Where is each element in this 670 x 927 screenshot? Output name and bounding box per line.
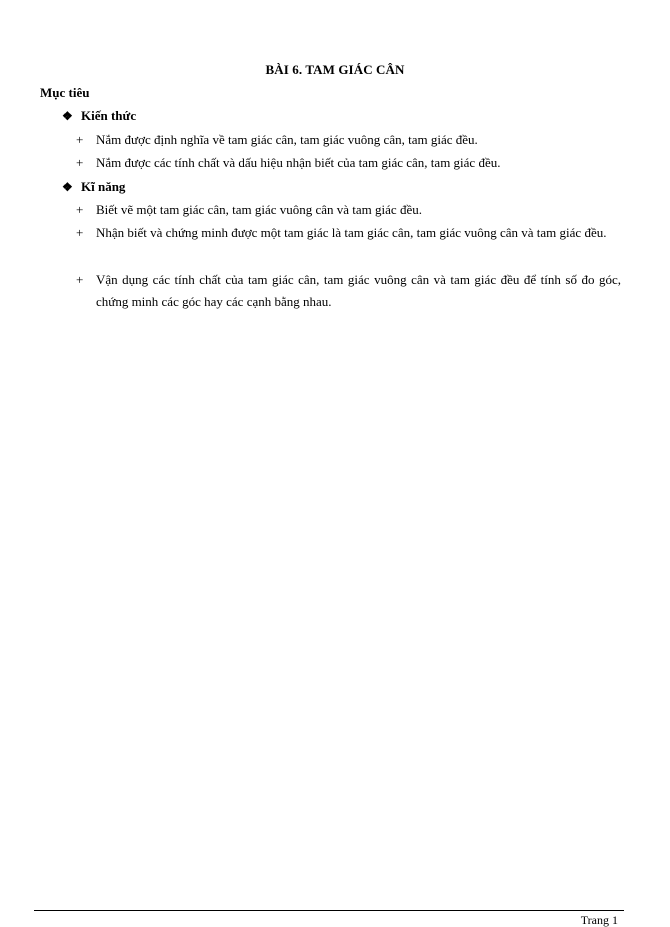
footer-divider (34, 910, 624, 911)
section-heading-label: Kiến thức (81, 108, 137, 123)
list-item-text: Nhận biết và chứng minh được một tam giác là tam giác cân, tam giác vuông cân và tam giác đều. (96, 225, 607, 240)
page-number: Trang 1 (580, 913, 618, 927)
section-heading-knowledge (62, 108, 136, 124)
list-item-text: Biết vẽ một tam giác cân, tam giác vuông cân và tam giác đều. (96, 202, 422, 217)
list-item-text: Nắm được định nghĩa về tam giác cân, tam giác vuông cân, tam giác đều. (96, 132, 478, 147)
diamond-bullet-icon: ❖ (62, 108, 73, 123)
section-heading-skills (62, 179, 125, 195)
plus-marker: + (76, 272, 84, 287)
list-item-text: Vận dụng các tính chất của tam giác cân, tam giác vuông cân và tam giác đều để tính số đo góc, chứng minh các góc hay các cạnh bằng nhau. (96, 272, 621, 309)
list-item-text: Nắm được các tính chất và dấu hiệu nhận biết của tam giác cân, tam giác đều. (96, 155, 501, 170)
page-title: BÀI 6. TAM GIÁC CÂN (265, 62, 405, 77)
list-item (76, 199, 621, 221)
section-heading-label: Kĩ năng (81, 179, 126, 194)
objectives-heading: Mục tiêu (40, 85, 90, 100)
plus-marker: + (76, 202, 84, 217)
list-item (76, 152, 621, 174)
list-item (76, 222, 621, 244)
plus-marker: + (76, 225, 84, 240)
list-item (76, 129, 621, 151)
diamond-bullet-icon: ❖ (62, 179, 73, 194)
list-item (76, 269, 621, 313)
plus-marker: + (76, 132, 84, 147)
plus-marker: + (76, 155, 84, 170)
